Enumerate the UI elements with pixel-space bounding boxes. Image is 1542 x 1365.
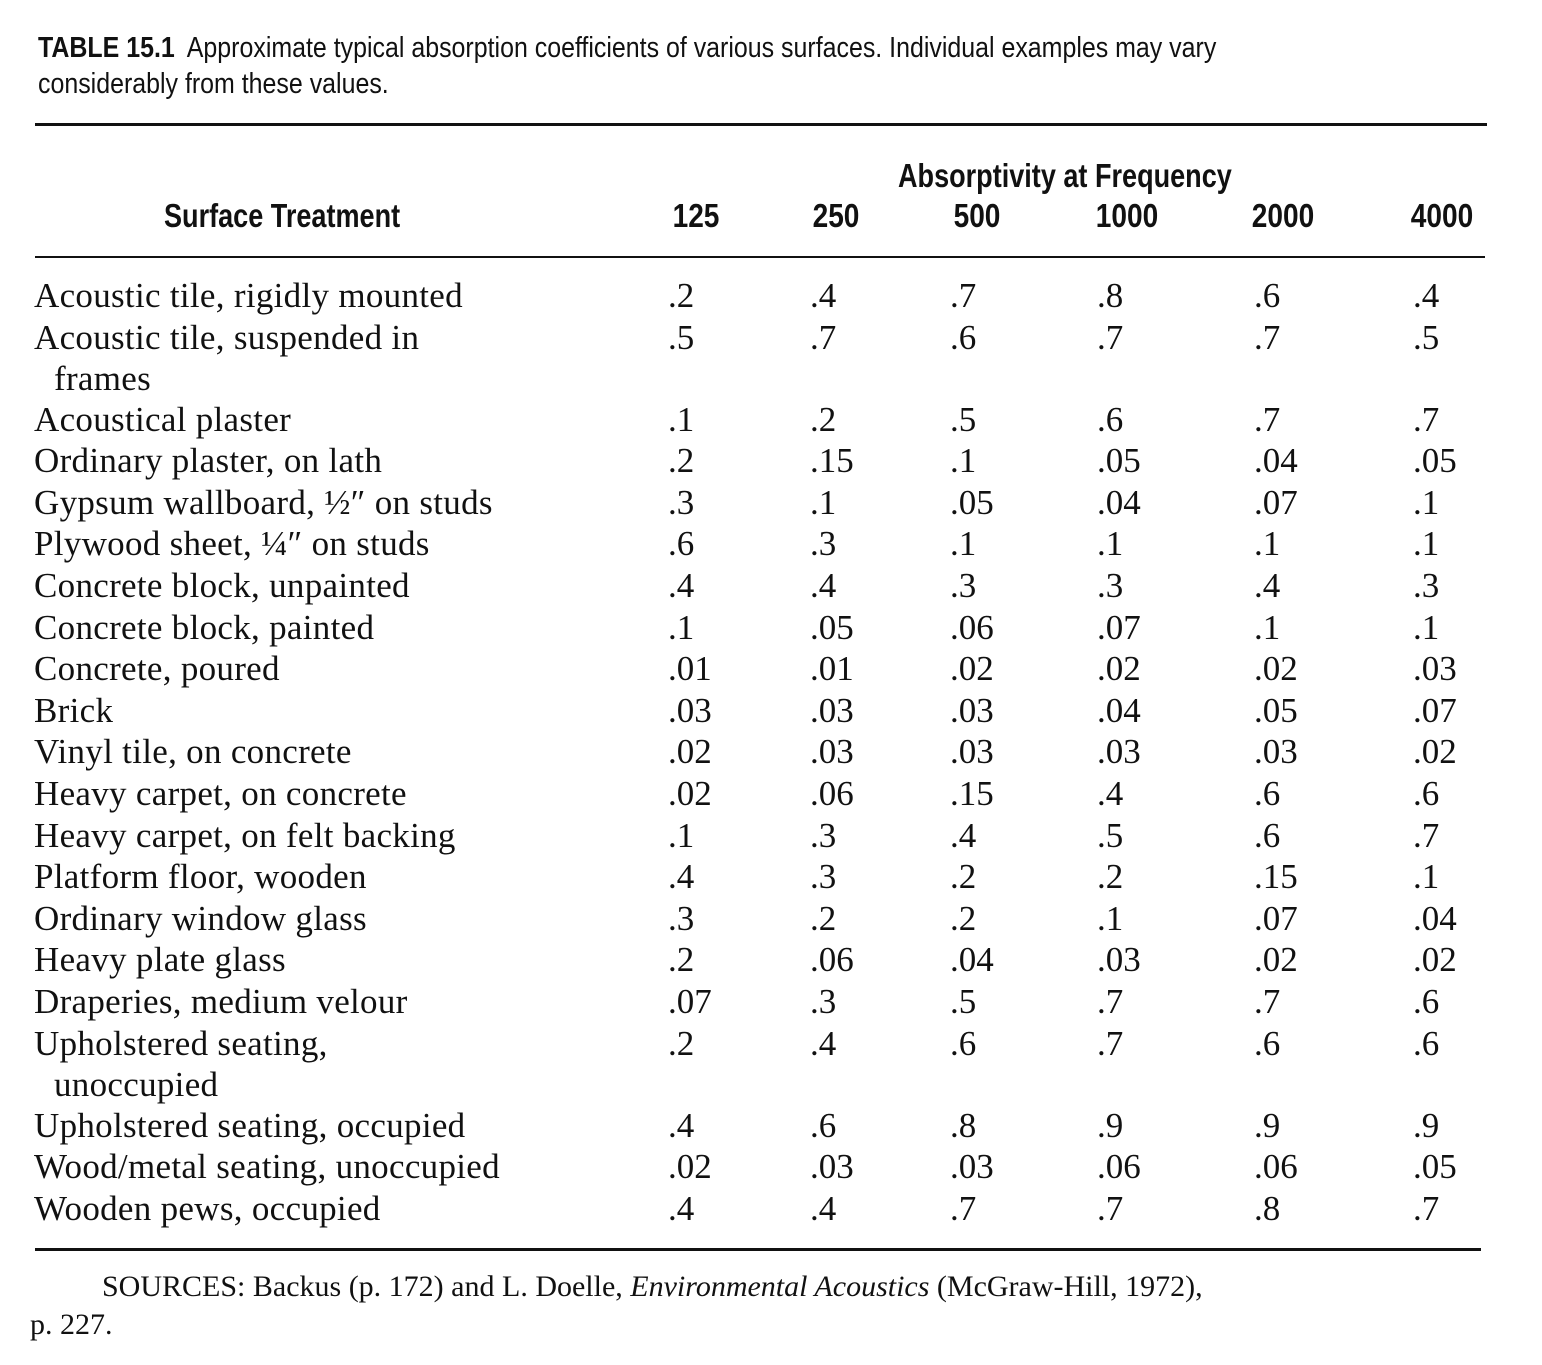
- sources-line-1: [30, 1268, 1490, 1306]
- absorptivity-value-500: .2: [950, 857, 977, 897]
- sources-suffix: (McGraw-Hill, 1972),: [929, 1270, 1203, 1303]
- absorptivity-value-250: .03: [810, 1147, 854, 1187]
- absorptivity-value-4000: .4: [1413, 276, 1440, 315]
- absorptivity-value-250: .15: [810, 441, 854, 481]
- absorptivity-value-250: .4: [810, 566, 837, 605]
- surface-treatment-cell: [34, 1146, 654, 1187]
- absorptivity-value-1000: .04: [1097, 482, 1141, 522]
- surface-treatment-text: Acoustic tile, rigidly mounted: [34, 276, 463, 315]
- table-row: [0, 731, 1542, 772]
- absorptivity-value-1000: .03: [1097, 940, 1141, 980]
- absorptivity-value-125: .02: [668, 1147, 712, 1187]
- absorptivity-value-500: .02: [950, 649, 994, 689]
- absorptivity-value-500: .2: [950, 898, 977, 938]
- absorptivity-value-250: .2: [810, 399, 837, 439]
- absorptivity-value-1000: .6: [1097, 399, 1124, 439]
- absorptivity-value-1000: .3: [1097, 566, 1124, 605]
- frequency-header-2000: 2000: [1251, 197, 1315, 234]
- absorptivity-value-2000: .04: [1254, 441, 1298, 481]
- absorptivity-value-2000: .15: [1254, 857, 1298, 897]
- absorptivity-value-250: .4: [810, 1188, 837, 1228]
- table-row: [0, 856, 1542, 897]
- absorptivity-value-1000: .07: [1097, 607, 1141, 647]
- caption-line-2: considerably from these values.: [38, 68, 389, 100]
- absorptivity-value-500: .7: [950, 1188, 977, 1228]
- absorptivity-value-250: .03: [810, 732, 854, 772]
- surface-treatment-text: Upholstered seating,: [34, 1023, 328, 1063]
- absorptivity-value-250: .03: [810, 690, 854, 730]
- surface-treatment-text: Ordinary window glass: [34, 898, 367, 938]
- absorptivity-value-1000: .06: [1097, 1147, 1141, 1187]
- absorptivity-value-4000: .7: [1413, 399, 1440, 439]
- absorptivity-value-4000: .02: [1413, 732, 1457, 772]
- absorptivity-value-125: .1: [668, 607, 695, 647]
- absorptivity-value-2000: .4: [1254, 566, 1281, 605]
- absorptivity-value-250: .06: [810, 940, 854, 980]
- absorptivity-value-1000: .1: [1097, 524, 1124, 564]
- absorptivity-value-2000: .03: [1254, 732, 1298, 772]
- surface-treatment-text: Heavy carpet, on concrete: [34, 774, 407, 813]
- absorptivity-value-250: .3: [810, 524, 837, 564]
- absorptivity-value-125: .1: [668, 399, 695, 439]
- surface-treatment-cell: [34, 399, 654, 440]
- absorptivity-value-1000: .1: [1097, 898, 1124, 938]
- surface-treatment-cell: [34, 898, 654, 939]
- absorptivity-value-4000: .7: [1413, 1188, 1440, 1228]
- absorptivity-value-250: .01: [810, 649, 854, 689]
- absorptivity-value-125: .02: [668, 732, 712, 772]
- absorptivity-value-250: .3: [810, 815, 837, 855]
- caption-line-1: [38, 30, 1500, 66]
- absorptivity-value-1000: .2: [1097, 857, 1124, 897]
- absorptivity-value-4000: .6: [1413, 774, 1440, 813]
- absorptivity-value-125: .2: [668, 1023, 695, 1063]
- absorptivity-value-125: .4: [668, 857, 695, 897]
- absorptivity-group-header: Absorptivity at Frequency: [898, 157, 1232, 194]
- absorptivity-value-500: .04: [950, 940, 994, 980]
- absorptivity-value-250: .4: [810, 1023, 837, 1063]
- absorptivity-value-125: .4: [668, 566, 695, 605]
- surface-treatment-cell: [34, 981, 654, 1022]
- absorptivity-value-1000: .7: [1097, 982, 1124, 1021]
- absorptivity-value-2000: .05: [1254, 690, 1298, 730]
- surface-treatment-text: Concrete block, unpainted: [34, 566, 410, 605]
- absorptivity-value-500: .6: [950, 1023, 977, 1063]
- table-row: [0, 939, 1542, 980]
- absorptivity-value-2000: .07: [1254, 898, 1298, 938]
- absorptivity-value-500: .4: [950, 815, 977, 855]
- absorptivity-value-250: .2: [810, 898, 837, 938]
- table-row: [0, 317, 1542, 399]
- absorptivity-value-250: .1: [810, 482, 837, 522]
- absorptivity-value-4000: .7: [1413, 815, 1440, 855]
- absorptivity-value-500: .8: [950, 1105, 977, 1145]
- frequency-header-250: 250: [812, 197, 860, 234]
- surface-treatment-cell: [34, 939, 654, 980]
- sources-line-2: p. 227.: [30, 1308, 113, 1341]
- table-row: [0, 1188, 1542, 1229]
- absorptivity-value-4000: .03: [1413, 649, 1457, 689]
- absorptivity-value-4000: .1: [1413, 482, 1440, 522]
- absorptivity-value-125: .2: [668, 940, 695, 980]
- surface-treatment-cell: [34, 607, 654, 648]
- surface-treatment-cell: [34, 1023, 654, 1105]
- table-row: [0, 1023, 1542, 1105]
- absorptivity-value-125: .2: [668, 276, 695, 315]
- absorptivity-value-1000: .02: [1097, 649, 1141, 689]
- absorptivity-value-4000: .05: [1413, 441, 1457, 481]
- surface-treatment-text: Heavy plate glass: [34, 940, 286, 980]
- absorptivity-value-2000: .9: [1254, 1105, 1281, 1145]
- table-row: [0, 275, 1542, 316]
- absorptivity-value-250: .4: [810, 276, 837, 315]
- absorptivity-value-500: .06: [950, 607, 994, 647]
- surface-treatment-text: Upholstered seating, occupied: [34, 1105, 466, 1145]
- absorptivity-value-1000: .03: [1097, 732, 1141, 772]
- surface-treatment-text: Acoustical plaster: [34, 399, 292, 439]
- table-row: [0, 690, 1542, 731]
- absorptivity-value-1000: .05: [1097, 441, 1141, 481]
- absorptivity-value-500: .03: [950, 1147, 994, 1187]
- absorptivity-value-4000: .5: [1413, 317, 1440, 357]
- surface-treatment-text: Concrete block, painted: [34, 607, 375, 647]
- absorptivity-value-125: .3: [668, 482, 695, 522]
- absorptivity-value-125: .02: [668, 774, 712, 813]
- sources-prefix: SOURCES: Backus (p. 172) and L. Doelle,: [102, 1270, 631, 1303]
- surface-treatment-cell: [34, 773, 654, 814]
- absorptivity-value-4000: .04: [1413, 898, 1457, 938]
- absorptivity-value-250: .7: [810, 317, 837, 357]
- surface-treatment-cell: [34, 1105, 654, 1146]
- absorptivity-value-4000: .02: [1413, 940, 1457, 980]
- surface-treatment-text: Wooden pews, occupied: [34, 1188, 381, 1228]
- surface-treatment-text: Gypsum wallboard, ½″ on studs: [34, 482, 493, 522]
- absorptivity-value-2000: .6: [1254, 815, 1281, 855]
- absorptivity-value-250: .06: [810, 774, 854, 813]
- table-caption: [38, 30, 1500, 102]
- surface-treatment-cell: [34, 523, 654, 564]
- absorptivity-value-500: .1: [950, 441, 977, 481]
- absorptivity-value-500: .5: [950, 982, 977, 1021]
- table-row: [0, 1105, 1542, 1146]
- absorptivity-value-2000: .07: [1254, 482, 1298, 522]
- surface-treatment-cell: [34, 815, 654, 856]
- surface-treatment-cell: [34, 648, 654, 689]
- absorptivity-value-2000: .8: [1254, 1188, 1281, 1228]
- surface-treatment-continuation: frames: [54, 358, 152, 398]
- absorptivity-value-4000: .3: [1413, 566, 1440, 605]
- surface-treatment-cell: [34, 317, 654, 399]
- table-row: [0, 565, 1542, 606]
- surface-treatment-header: Surface Treatment: [164, 197, 401, 234]
- absorptivity-value-1000: .9: [1097, 1105, 1124, 1145]
- absorptivity-value-4000: .6: [1413, 982, 1440, 1021]
- surface-treatment-text: Ordinary plaster, on lath: [34, 441, 383, 481]
- absorptivity-value-4000: .9: [1413, 1105, 1440, 1145]
- absorptivity-value-1000: .04: [1097, 690, 1141, 730]
- table-label: TABLE 15.1: [38, 32, 175, 64]
- absorptivity-value-500: .3: [950, 566, 977, 605]
- surface-treatment-cell: [34, 690, 654, 731]
- absorptivity-value-500: .1: [950, 524, 977, 564]
- absorptivity-value-125: .4: [668, 1188, 695, 1228]
- absorptivity-value-1000: .7: [1097, 1023, 1124, 1063]
- table-row: [0, 440, 1542, 481]
- surface-treatment-cell: [34, 1188, 654, 1229]
- caption-text: Approximate typical absorption coefficients of various surfaces. Individual examples may vary: [186, 32, 1217, 64]
- absorptivity-value-2000: .7: [1254, 399, 1281, 439]
- surface-treatment-cell: [34, 482, 654, 523]
- absorptivity-value-250: .3: [810, 857, 837, 897]
- surface-treatment-text: Wood/metal seating, unoccupied: [34, 1147, 500, 1187]
- surface-treatment-cell: [34, 856, 654, 897]
- absorptivity-value-2000: .1: [1254, 607, 1281, 647]
- absorptivity-value-250: .3: [810, 982, 837, 1021]
- absorptivity-value-2000: .1: [1254, 524, 1281, 564]
- surface-treatment-text: Heavy carpet, on felt backing: [34, 815, 456, 855]
- table-row: [0, 1146, 1542, 1187]
- absorptivity-value-4000: .6: [1413, 1023, 1440, 1063]
- absorptivity-value-125: .03: [668, 690, 712, 730]
- absorptivity-value-2000: .06: [1254, 1147, 1298, 1187]
- absorptivity-value-2000: .6: [1254, 1023, 1281, 1063]
- table-row: [0, 898, 1542, 939]
- surface-treatment-cell: [34, 565, 654, 606]
- table-row: [0, 648, 1542, 689]
- absorptivity-value-1000: .7: [1097, 317, 1124, 357]
- absorptivity-value-2000: .02: [1254, 940, 1298, 980]
- absorptivity-value-125: .2: [668, 441, 695, 481]
- absorptivity-value-125: .07: [668, 982, 712, 1021]
- surface-treatment-cell: [34, 275, 654, 316]
- absorptivity-value-500: .03: [950, 732, 994, 772]
- absorptivity-value-4000: .1: [1413, 524, 1440, 564]
- surface-treatment-cell: [34, 731, 654, 772]
- bottom-rule: [35, 1248, 1481, 1251]
- absorptivity-value-2000: .6: [1254, 276, 1281, 315]
- surface-treatment-text: Platform floor, wooden: [34, 857, 367, 897]
- absorptivity-value-250: .6: [810, 1105, 837, 1145]
- table-row: [0, 981, 1542, 1022]
- absorptivity-value-125: .4: [668, 1105, 695, 1145]
- table-row: [0, 815, 1542, 856]
- sources-note: [30, 1268, 1490, 1344]
- header-rule: [35, 256, 1485, 258]
- table-row: [0, 523, 1542, 564]
- absorptivity-value-125: .6: [668, 524, 695, 564]
- absorptivity-value-4000: .1: [1413, 857, 1440, 897]
- sources-book-title: Environmental Acoustics: [630, 1270, 930, 1303]
- absorptivity-value-500: .6: [950, 317, 977, 357]
- frequency-header-125: 125: [672, 197, 720, 234]
- absorptivity-value-500: .7: [950, 276, 977, 315]
- absorptivity-value-2000: .7: [1254, 982, 1281, 1021]
- absorptivity-value-2000: .6: [1254, 774, 1281, 813]
- surface-treatment-text: Plywood sheet, ¼″ on studs: [34, 524, 430, 564]
- absorptivity-value-4000: .07: [1413, 690, 1457, 730]
- absorptivity-value-2000: .7: [1254, 317, 1281, 357]
- absorptivity-value-4000: .1: [1413, 607, 1440, 647]
- frequency-header-1000: 1000: [1095, 197, 1159, 234]
- surface-treatment-text: Brick: [34, 690, 114, 730]
- absorptivity-value-2000: .02: [1254, 649, 1298, 689]
- absorptivity-value-1000: .7: [1097, 1188, 1124, 1228]
- absorptivity-value-1000: .5: [1097, 815, 1124, 855]
- surface-treatment-continuation: unoccupied: [54, 1064, 219, 1104]
- table-row: [0, 773, 1542, 814]
- absorptivity-value-500: .15: [950, 774, 994, 813]
- surface-treatment-text: Concrete, poured: [34, 649, 280, 689]
- absorptivity-value-125: .5: [668, 317, 695, 357]
- absorptivity-value-500: .03: [950, 690, 994, 730]
- top-rule: [35, 123, 1487, 126]
- table-row: [0, 607, 1542, 648]
- table-row: [0, 482, 1542, 523]
- frequency-header-4000: 4000: [1410, 197, 1474, 234]
- absorptivity-value-500: .5: [950, 399, 977, 439]
- absorptivity-value-250: .05: [810, 607, 854, 647]
- absorptivity-value-1000: .4: [1097, 774, 1124, 813]
- surface-treatment-text: Acoustic tile, suspended in: [34, 317, 420, 357]
- absorptivity-value-125: .3: [668, 898, 695, 938]
- absorptivity-value-1000: .8: [1097, 276, 1124, 315]
- absorptivity-value-500: .05: [950, 482, 994, 522]
- surface-treatment-text: Draperies, medium velour: [34, 982, 408, 1021]
- frequency-header-500: 500: [953, 197, 1001, 234]
- absorptivity-value-125: .1: [668, 815, 695, 855]
- absorptivity-value-4000: .05: [1413, 1147, 1457, 1187]
- absorptivity-value-125: .01: [668, 649, 712, 689]
- surface-treatment-text: Vinyl tile, on concrete: [34, 732, 352, 772]
- table-row: [0, 399, 1542, 440]
- surface-treatment-cell: [34, 440, 654, 481]
